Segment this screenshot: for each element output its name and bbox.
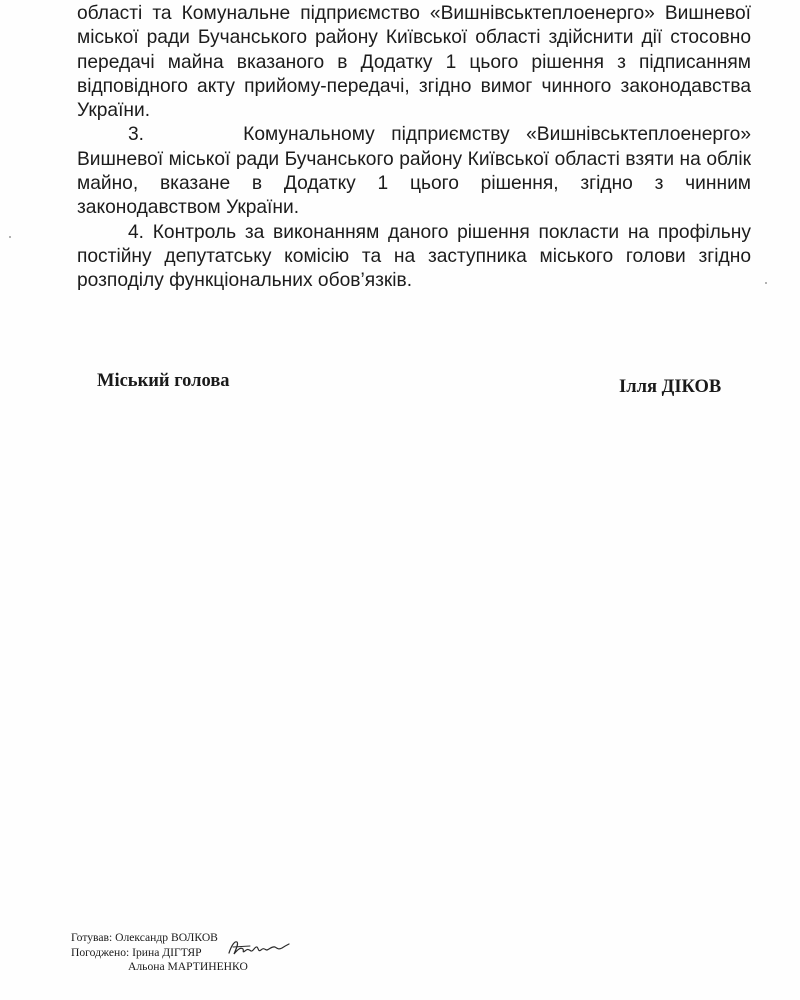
handwritten-signature-icon — [226, 938, 292, 958]
paragraph-continuation: області та Комунальне підприємство «Вишнівськтеплоенерго» Вишневої міської ради Бучанського району Київської області здійснити дії стосовно передачі майна вказаного в Додатку 1 цього рішення з підписанням відповідного акту прийому-передачі, згідно вимог чинного законодавства України. — [77, 3, 751, 122]
prepared-by-line: Готував: Олександр ВОЛКОВ — [71, 931, 218, 944]
paragraph-item-3: 3. Комунальному підприємству «Вишнівськтеплоенерго» Вишневої міської ради Бучанського району Київської області взяти на облік майно, вказане в Додатку 1 цього рішення, згідно з чинним законодавством України. — [77, 124, 751, 219]
paragraph-item-4: 4. Контроль за виконанням даного рішення покласти на профільну постійну депутатську комісію та на заступника міського голови згідно розподілу функціональних обов’язків. — [77, 221, 751, 292]
signatory-name: Ілля ДІКОВ — [619, 377, 722, 397]
agreed-by-second-line: Альона МАРТИНЕНКО — [128, 960, 248, 973]
signature-block — [0, 371, 800, 401]
approval-footer — [71, 931, 248, 975]
scan-speck — [765, 282, 767, 284]
agreed-by-line: Погоджено: Ірина ДІГТЯР — [71, 945, 202, 959]
signatory-title: Міський голова — [97, 371, 230, 391]
document-body — [77, 2, 751, 294]
scan-speck — [9, 236, 11, 238]
